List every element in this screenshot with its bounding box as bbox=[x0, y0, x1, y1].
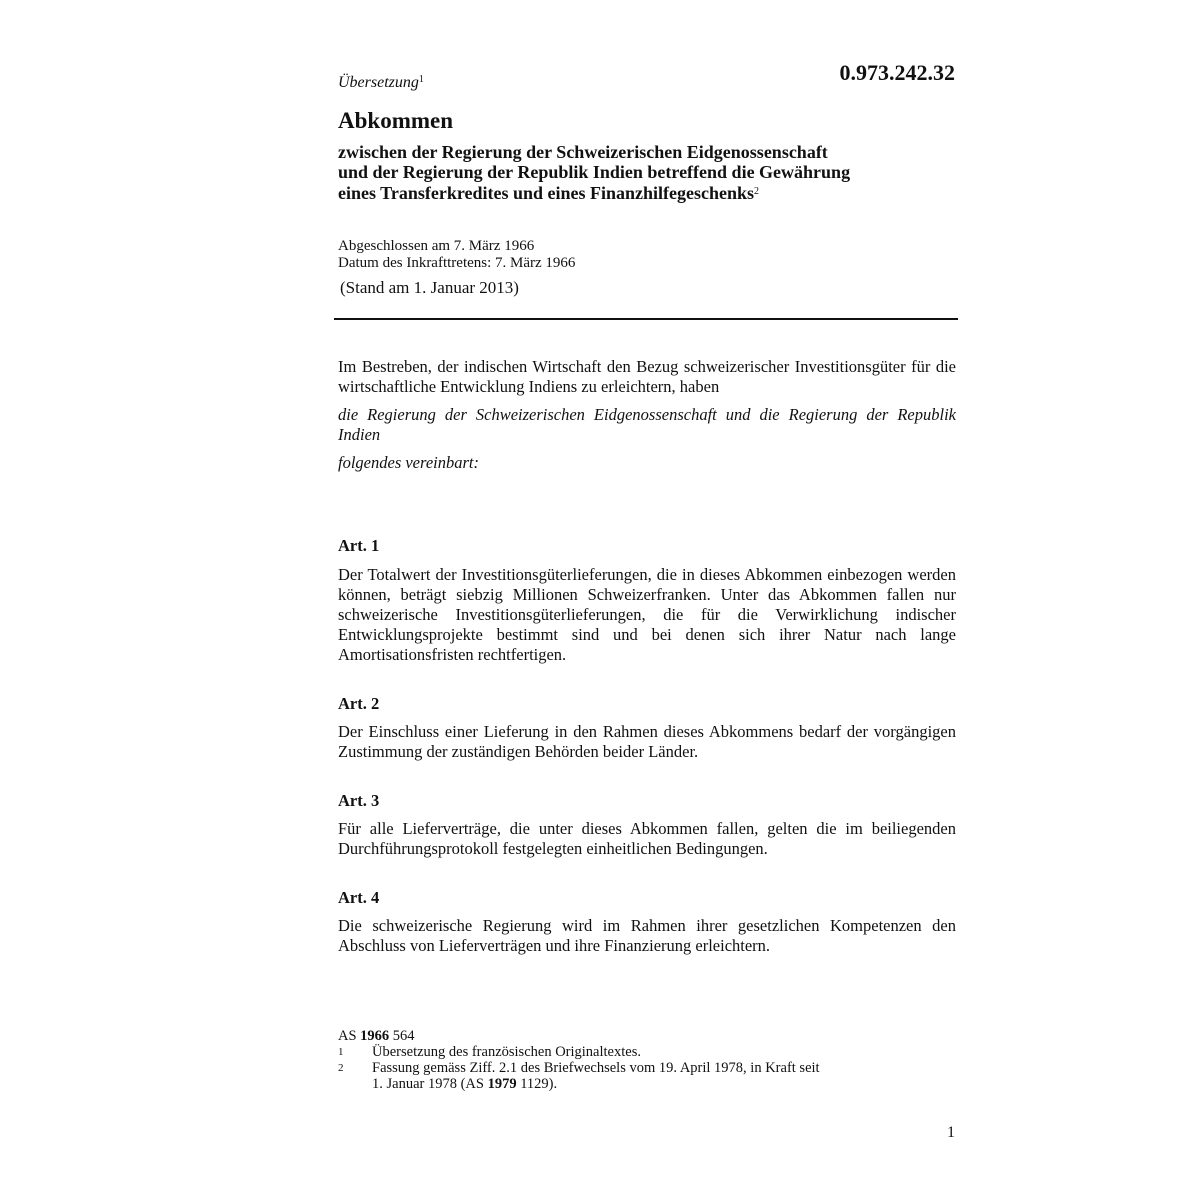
preamble-intro: Im Bestreben, der indischen Wirtschaft den Bezug schweizerischer Investitionsgüter für die wirtschaftliche Entwicklung Indiens zu erleichtern, haben bbox=[338, 357, 956, 396]
document-meta bbox=[338, 238, 575, 272]
concluded-date: Abgeschlossen am 7. März 1966 bbox=[338, 238, 535, 254]
footnote-text: Übersetzung des französischen Originaltextes. bbox=[372, 1044, 641, 1060]
as-prefix: AS bbox=[338, 1028, 357, 1044]
status-date: (Stand am 1. Januar 2013) bbox=[340, 278, 519, 297]
as-year: 1966 bbox=[360, 1028, 390, 1044]
article-heading: Art. 3 bbox=[338, 791, 380, 810]
subtitle-line-3: eines Transferkredites und eines Finanzhilfegeschenks bbox=[338, 183, 755, 203]
translation-label bbox=[338, 74, 424, 92]
footnote-2 bbox=[338, 1060, 898, 1092]
article-heading: Art. 4 bbox=[338, 888, 380, 907]
article-text: Der Einschluss einer Lieferung in den Rahmen dieses Abkommens bedarf der vorgängigen Zustimmung der zuständigen Behörden beider Länder. bbox=[338, 722, 956, 761]
footnote-text-line-2-year: 1979 bbox=[487, 1076, 517, 1092]
article-heading: Art. 2 bbox=[338, 694, 380, 713]
article-text: Für alle Lieferverträge, die unter dieses Abkommen fallen, gelten die im beiliegenden Durchführungsprotokoll festgelegten einheitlichen Bedingungen. bbox=[338, 819, 956, 858]
footnote-ref-1[interactable]: 1 bbox=[418, 74, 424, 85]
article-heading: Art. 1 bbox=[338, 536, 380, 555]
footnote-number: 1 bbox=[338, 1046, 344, 1058]
header-divider bbox=[334, 318, 958, 320]
footnote-text-line-2-prefix: 1. Januar 1978 (AS bbox=[372, 1076, 484, 1092]
footnote-ref-2[interactable]: 2 bbox=[754, 186, 760, 197]
preamble-parties: die Regierung der Schweizerischen Eidgenossenschaft und die Regierung der Republik Indien bbox=[338, 405, 956, 444]
official-collection-ref bbox=[338, 1028, 898, 1044]
preamble-agreed: folgendes vereinbart: bbox=[338, 453, 479, 472]
footnote-number: 2 bbox=[338, 1062, 344, 1074]
footnotes-block bbox=[338, 1028, 898, 1092]
footnote-1 bbox=[338, 1044, 898, 1060]
document-subtitle bbox=[338, 142, 958, 203]
footnote-text-line-2-suffix: 1129). bbox=[520, 1076, 558, 1092]
page-number: 1 bbox=[947, 1124, 955, 1141]
article-text: Der Totalwert der Investitionsgüterlieferungen, die in dieses Abkommen einbezogen werden können, beträgt siebzig Millionen Schweizerfranken. Unter das Abkommen fallen nur schweizerische Investitionsgüterlieferungen, die für die Verwirklichung indischer Entwicklungsprojekte bestimmt sind und bei denen sich ihrer Natur nach lange Amortisationsfristen rechtfertigen. bbox=[338, 565, 956, 664]
as-page: 564 bbox=[392, 1028, 415, 1044]
in-force-date: Datum des Inkrafttretens: 7. März 1966 bbox=[338, 255, 576, 271]
subtitle-line-2: und der Regierung der Republik Indien betreffend die Gewährung bbox=[338, 162, 851, 182]
sr-number: 0.973.242.32 bbox=[839, 60, 955, 85]
document-title: Abkommen bbox=[338, 108, 454, 133]
footnote-text-line-1: Fassung gemäss Ziff. 2.1 des Briefwechsels vom 19. April 1978, in Kraft seit bbox=[372, 1060, 820, 1076]
article-text: Die schweizerische Regierung wird im Rahmen ihrer gesetzlichen Kompetenzen den Abschluss von Lieferverträgen und ihre Finanzierung erleichtern. bbox=[338, 916, 956, 955]
translation-label-text: Übersetzung bbox=[338, 74, 419, 91]
subtitle-line-1: zwischen der Regierung der Schweizerischen Eidgenossenschaft bbox=[338, 142, 828, 162]
footnote-text bbox=[372, 1060, 820, 1092]
